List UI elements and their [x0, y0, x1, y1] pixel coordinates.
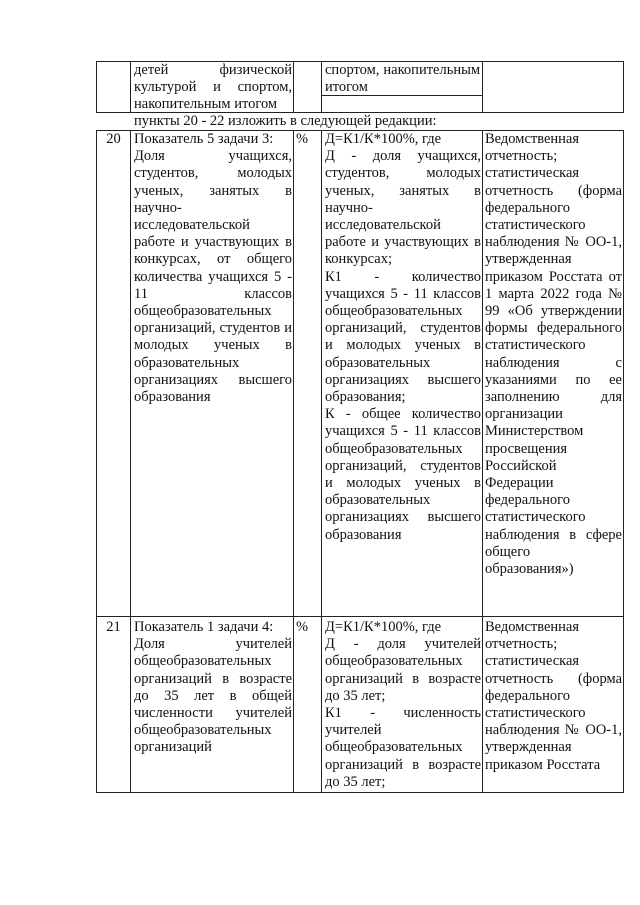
row-20-formula-p1: Д - доля учащихся, студентов, молодых ученых, занятых в научно-исследовательской работе и участвующих в конкурсах; — [325, 148, 481, 268]
row-20-indicator-head: Показатель 5 задачи 3: — [134, 131, 274, 147]
row-20-formula-head: Д=К1/К*100%, где — [325, 131, 442, 147]
instruction-text: пункты 20 - 22 изложить в следующей редакции: — [134, 113, 437, 129]
row-20-number: 20 — [106, 131, 121, 147]
top-row-formula-text: спортом, накопительным итогом — [325, 62, 480, 96]
row-21-indicator-head: Показатель 1 задачи 4: — [134, 619, 274, 635]
top-row-indicator-text: детей физической культурой и спортом, накопительным итогом — [134, 62, 292, 113]
row-20-formula-p2: К1 - количество учащихся 5 - 11 классов общеобразовательных организаций, студентов и молодых ученых в образовательных организациях высшего образования; — [325, 268, 481, 406]
row-20-source: Ведомственная отчетность; статистическая отчетность (форма федерального статистического наблюдения № ОО-1, утвержденная приказом Росстата от 1 марта 2022 года № 99 «Об утверждении формы федерального статистического наблюдения с указаниями по ее заполнению для организации Министерством просвещения Российской Федерации федерального статистического наблюдения в сфере общего образования») — [485, 131, 622, 578]
row-20-formula — [325, 131, 481, 544]
row-21-indicator-body: Доля учителей общеобразовательных организаций в возрасте до 35 лет в общей численности учителей общеобразовательных организаций — [134, 636, 292, 756]
row-20-unit: % — [296, 131, 309, 147]
row-21-source: Ведомственная отчетность; статистическая отчетность (форма федерального статистического наблюдения № ОО-1, утвержденная приказом Росстата — [485, 619, 622, 773]
row-20-formula-p3: К - общее количество учащихся 5 - 11 классов общеобразовательных организаций, студентов и молодых ученых в образовательных организациях высшего образования — [325, 406, 481, 543]
row-21-formula-head: Д=К1/К*100%, где — [325, 619, 442, 635]
row-21-formula-p1: Д - доля учителей общеобразовательных организаций в возрасте до 35 лет; — [325, 636, 481, 704]
row-20-indicator — [134, 131, 292, 406]
row-20-indicator-body: Доля учащихся, студентов, молодых ученых, занятых в научно-исследовательской работе и участвующих в конкурсах, от общего количества учащихся 5 - 11 классов общеобразовательных организаций, студентов и молодых ученых в образовательных организациях высшего образования — [134, 148, 292, 406]
row-21-formula-p2: К1 - численность учителей общеобразовательных организаций в возрасте до 35 лет; — [325, 705, 481, 790]
row-21-formula — [325, 619, 481, 791]
row-21-number: 21 — [106, 619, 121, 635]
row-21-indicator — [134, 619, 292, 757]
row-21-unit: % — [296, 619, 309, 635]
